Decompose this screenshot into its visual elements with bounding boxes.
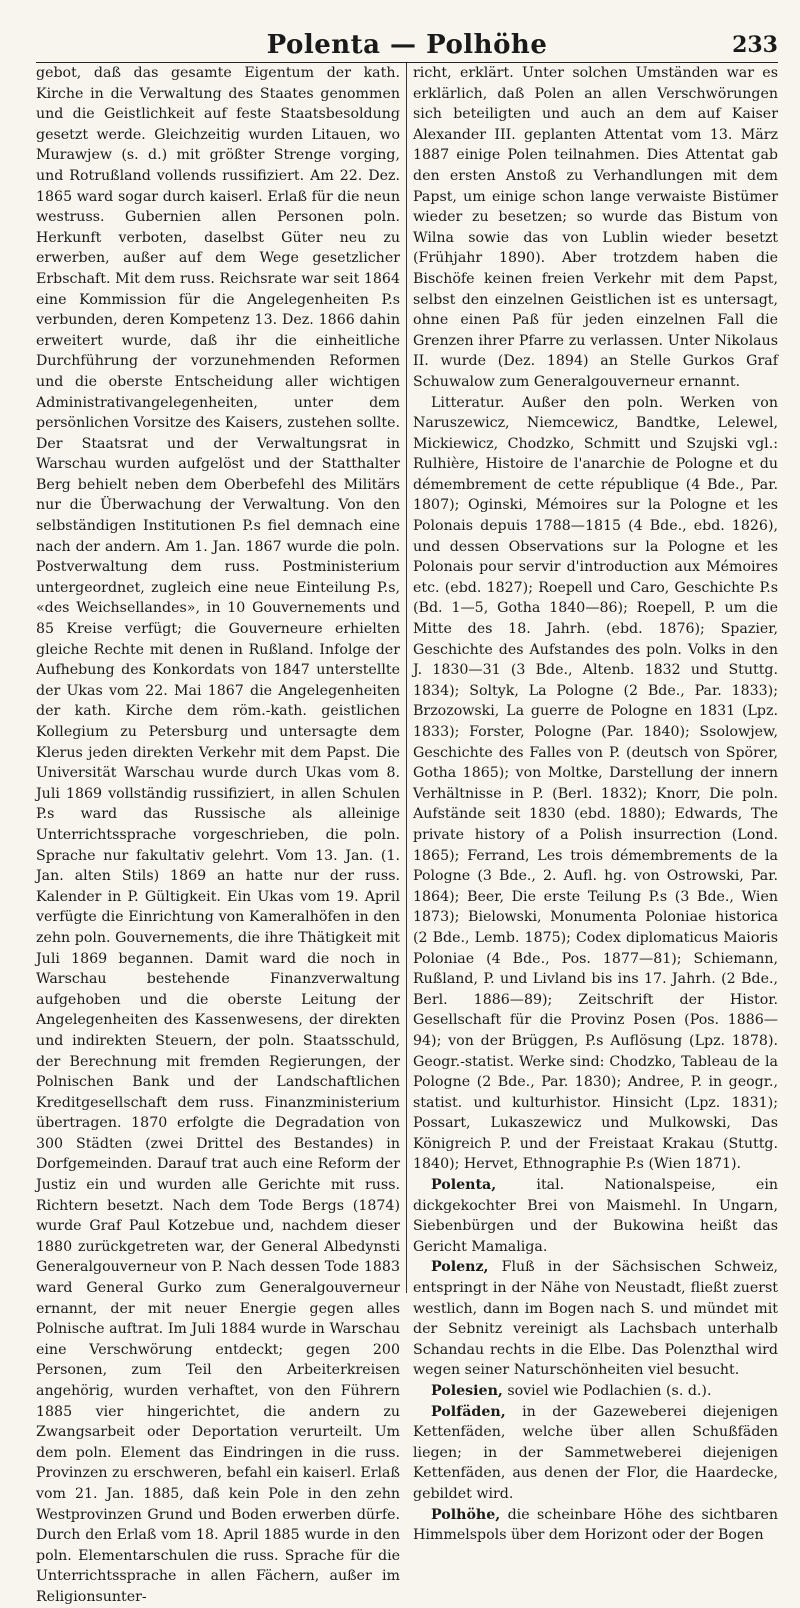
left-column	[36, 63, 407, 1605]
entry-headword: Polhöhe,	[431, 1506, 501, 1523]
entry-polhoehe	[413, 1505, 778, 1546]
entry-headword: Polenz,	[431, 1259, 489, 1276]
entry-polenz	[413, 1257, 778, 1381]
entry-polesien	[413, 1381, 778, 1402]
page-header	[36, 0, 778, 63]
entry-headword: Polenta,	[431, 1177, 497, 1194]
right-column	[407, 63, 778, 1544]
entry-text: Fluß in der Sächsischen Schweiz, entspringt in der Nähe von Neustadt, fließt zuerst westlich, dann im Bogen nach S. und mündet mit der Sebnitz vereinigt als Lachsbach unterhalb Schandau rechts in die Elbe. Das Polenzthal wird wegen seiner Naturschönheiten viel besucht.	[413, 1259, 778, 1379]
entry-headword: Polesien,	[431, 1383, 503, 1399]
entry-text: ital. Nationalspeise, ein dickgekochter Brei von Maismehl. In Ungarn, Siebenbürgen und der Bukowina heißt das Gericht Mamaliga.	[413, 1177, 778, 1255]
entry-text: die scheinbare Höhe des sichtbaren Himmelspols über dem Horizont oder der Bogen	[413, 1506, 778, 1544]
literature-paragraph: Litteratur. Außer den poln. Werken von Naruszewicz, Niemcewicz, Bandtke, Lelewel, Mickiewicz, Chodzko, Schmitt und Szujski vgl.: Rulhière, Histoire de l'anarchie de Pologne et du démembrement de cette république (4 Bde., Par. 1807); Oginski, Mémoires sur la Pologne et les Polonais depuis 1788—1815 (4 Bde., ebd. 1826), und dessen Observations sur la Pologne et les Polonais pour servir d'introduction aux Mémoires etc. (ebd. 1827); Roepell und Caro, Geschichte P.s (Bd. 1—5, Gotha 1840—86); Roepell, P. um die Mitte des 18. Jahrh. (ebd. 1876); Spazier, Geschichte des Aufstandes des poln. Volks in den J. 1830—31 (3 Bde., Altenb. 1832 und Stuttg. 1834); Soltyk, La Pologne (2 Bde., Par. 1833); Brzozowski, La guerre de Pologne en 1831 (Lpz. 1833); Forster, Pologne (Par. 1840); Ssolowjew, Geschichte des Falles von P. (deutsch von Spörer, Gotha 1865); von Moltke, Darstellung der innern Verhältnisse in P. (Berl. 1832); Knorr, Die poln. Aufstände seit 1830 (ebd. 1880); Edwards, The private history of a Polish insurrection (Lond. 1865); Ferrand, Les trois démembrements de la Pologne (3 Bde., 2. Aufl. hg. von Ostrowski, Par. 1864); Beer, Die erste Teilung P.s (3 Bde., Wien 1873); Bielowski, Monumenta Poloniae historica (2 Bde., Lemb. 1875); Codex diplomaticus Maioris Poloniae (4 Bde., Pos. 1877—81); Schiemann, Rußland, P. und Livland bis ins 17. Jahrh. (2 Bde., Berl. 1886—89); Zeitschrift der Histor. Gesellschaft für die Provinz Posen (Pos. 1886—94); von der Brüggen, P.s Auflösung (Lpz. 1878). Geogr.-statist. Werke sind: Chodzko, Tableau de la Pologne (2 Bde., Par. 1830); Andree, P. in geogr., statist. und kulturhistor. Hinsicht (Lpz. 1831); Possart, Lukaszewicz und Mulkowski, Das Königreich P. und der Freistaat Krakau (Stuttg. 1840); Hervet, Ethnographie P.s (Wien 1871).	[413, 394, 778, 1173]
entry-polfaeden	[413, 1402, 778, 1505]
entry-text: in der Gazeweberei diejenigen Kettenfäden, welche über allen Schußfäden liegen; in der Sammetweberei diejenigen Kettenfäden, aus denen der Flor, die Haardecke, gebildet wird.	[413, 1403, 778, 1502]
running-head: Polenta — Polhöhe	[266, 30, 548, 60]
entry-polenta	[413, 1175, 778, 1257]
text-columns	[36, 63, 778, 1605]
entry-headword: Polfäden,	[431, 1403, 506, 1420]
continued-paragraph: gebot, daß das gesamte Eigentum der kath. Kirche in die Verwaltung des Staates genommen und die Geistlichkeit auf feste Staatsbesoldung gesetzt werde. Gleichzeitig wurden Litauen, wo Murawjew (s. d.) mit größter Strenge vorging, und Rotrußland vollends russifiziert. Am 22. Dez. 1865 ward sogar durch kaiserl. Erlaß für die neun westruss. Gubernien allen Personen poln. Herkunft verboten, daselbst Güter neu zu erwerben, außer auf dem Wege gesetzlicher Erbschaft. Mit dem russ. Reichsrate war seit 1864 eine Kommission für die Angelegenheiten P.s verbunden, deren Kompetenz 13. Dez. 1866 dahin erweitert wurde, daß ihr die einheitliche Durchführung der vorzunehmenden Reformen und die oberste Entscheidung aller wichtigen Administrativangelegenheiten, unter dem persönlichen Vorsitze des Kaisers, zustehen sollte. Der Staatsrat und der Verwaltungsrat in Warschau wurden aufgelöst und der Statthalter Berg behielt neben dem Oberbefehl des Militärs nur die Überwachung der Verwaltung. Von den selbständigen Institutionen P.s fiel demnach eine nach der andern. Am 1. Jan. 1867 wurde die poln. Postverwaltung dem russ. Postministerium untergeordnet, zugleich eine neue Einteilung P.s, «des Weichsellandes», in 10 Gouvernements und 85 Kreise verfügt; die Gouverneure erhielten gleiche Rechte mit denen in Rußland. Infolge der Aufhebung des Konkordats von 1847 unterstellte der Ukas vom 22. Mai 1867 die Angelegenheiten der kath. Kirche dem röm.-kath. geistlichen Kollegium zu Petersburg und untersagte dem Klerus jeden direkten Verkehr mit dem Papst. Die Universität Warschau wurde durch Ukas vom 8. Juli 1869 vollständig russifiziert, in allen Schulen P.s ward das Russische als alleinige Unterrichtssprache vorgeschrieben, die poln. Sprache nur fakultativ gelehrt. Vom 13. Jan. (1. Jan. alten Stils) 1869 an hatte nur der russ. Kalender in P. Gültigkeit. Ein Ukas vom 19. April verfügte die Einrichtung von Kameralhöfen in den zehn poln. Gouvernements, die ihre Thätigkeit mit Juli 1869 begannen. Damit ward die noch in Warschau bestehende Finanzverwaltung aufgehoben und die oberste Leitung der Angelegenheiten des Kassenwesens, der direkten und indirekten Steuern, der poln. Staatsschuld, der Berechnung mit fremden Regierungen, der Polnischen Bank und der Landschaftlichen Kreditgesellschaft dem russ. Finanzministerium übertragen. 1870 erfolgte die Degradation von 300 Städten (zwei Drittel des Bestandes) in Dorfgemeinden. Darauf trat auch eine Reform der Justiz ein und wurden alle Gerichte mit russ. Richtern besetzt. Nach dem Tode Bergs (1874) wurde Graf Paul Kotzebue und, nachdem dieser 1880 zurückgetreten war, der General Albedynsti Generalgouverneur von P. Nach dessen Tode 1883 ward General Gurko zum Generalgouverneur ernannt, der mit neuer Energie gegen alles Polnische auftrat. Im Juli 1884 wurde in Warschau eine Verschwörung entdeckt; gegen 200 Personen, zum Teil den Arbeiterkreisen angehörig, wurden verhaftet, von den Führern 1885 vier hingerichtet, die andern zu Zwangsarbeit oder Deportation verurteilt. Um dem poln. Element das Eindringen in die russ. Provinzen zu erschweren, befahl ein kaiserl. Erlaß vom 21. Jan. 1885, daß kein Pole in den zehn Westprovinzen Grund und Boden erwerben dürfe. Durch den Erlaß vom 18. April 1885 wurde in den poln. Elementarschulen die russ. Sprache für die Unterrichtssprache in allen Fächern, außer im Religionsunter-	[36, 65, 400, 1605]
page-number: 233	[732, 32, 778, 58]
continued-paragraph: richt, erklärt. Unter solchen Umständen war es erklärlich, daß Polen an allen Verschwörungen sich beteiligten und auch an dem auf Kaiser Alexander III. geplanten Attentat vom 13. März 1887 einige Polen teilnahmen. Dies Attentat gab den ersten Anstoß zu Verhandlungen mit dem Papst, um einige schon lange verwaiste Bistümer wieder zu besetzen; so wurde das Bistum von Wilna sowie das von Lublin wieder besetzt (Frühjahr 1890). Aber trotzdem haben die Bischöfe keinen freien Verkehr mit dem Papst, selbst den einzelnen Geistlichen ist es untersagt, ohne einen Paß für jeden einzelnen Fall die Grenzen ihrer Pfarre zu verlassen. Unter Nikolaus II. wurde (Dez. 1894) an Stelle Gurkos Graf Schuwalow zum Generalgouverneur ernannt.	[413, 65, 778, 390]
entry-text: soviel wie Podlachien (s. d.).	[502, 1383, 712, 1399]
